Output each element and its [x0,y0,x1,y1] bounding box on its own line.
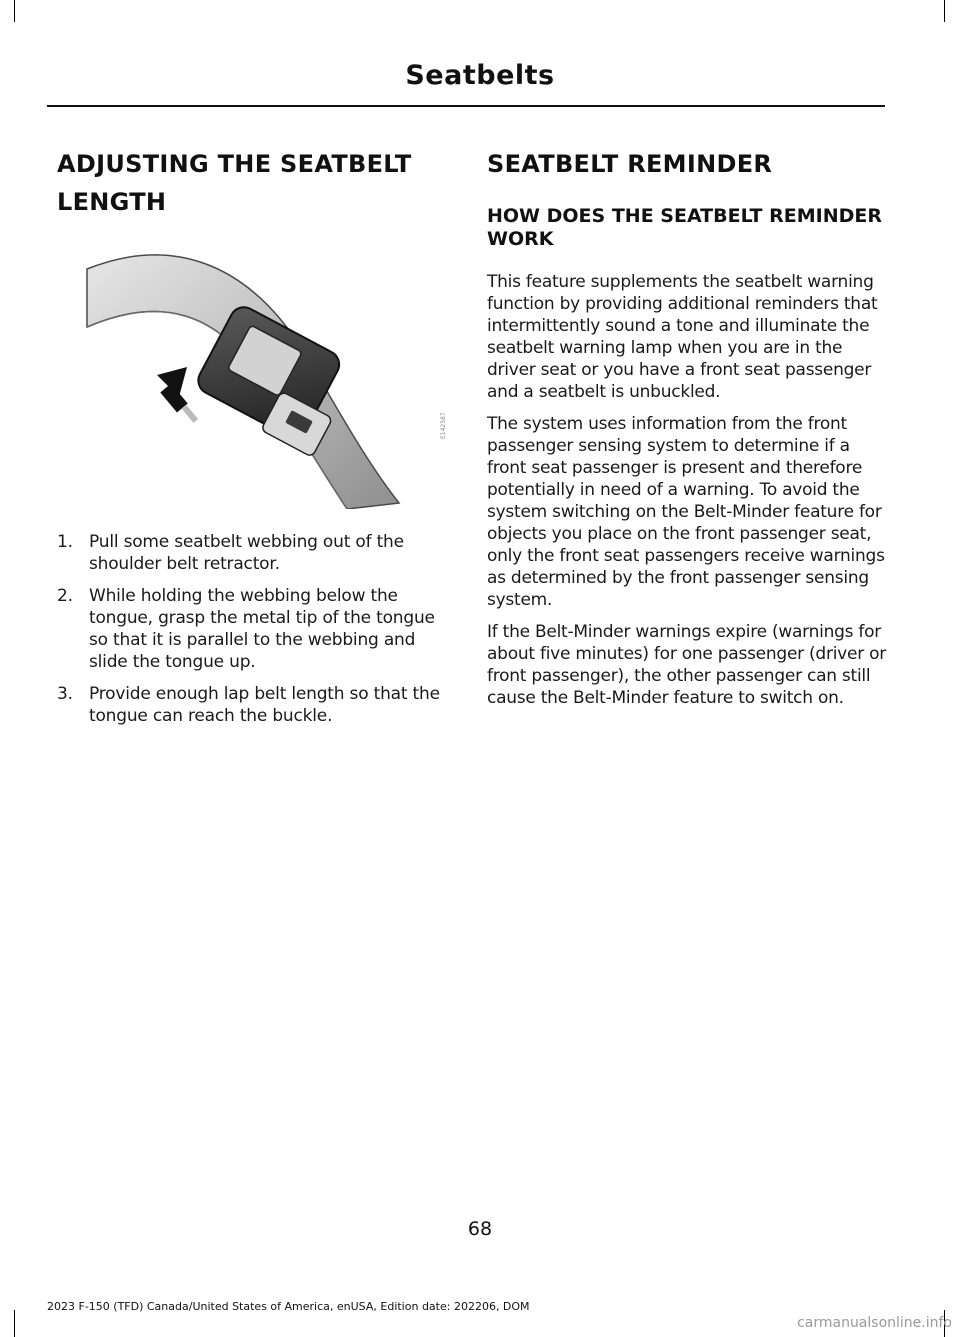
crop-mark-bottom-left-v [14,1310,15,1337]
step-number: 2. [57,586,73,606]
seatbelt-tongue-illustration [57,227,417,509]
step-text: Pull some seatbelt webbing out of the shoulder belt retractor. [89,532,404,574]
section-heading-reminder: SEATBELT REMINDER [487,150,773,178]
heading-line-1: ADJUSTING THE SEATBELT [57,150,412,178]
left-column [57,145,452,737]
figure-code: E142587 [440,412,447,439]
page-title: Seatbelts [405,60,555,91]
up-arrow-icon [157,367,198,423]
seatbelt-tongue-figure [57,227,452,509]
list-item [57,585,452,673]
subsection-heading: HOW DOES THE SEATBELT REMINDER WORK [487,205,883,250]
step-text: While holding the webbing below the tongue, grasp the metal tip of the tongue so that it is parallel to the webbing and slide the tongue up. [89,586,435,672]
list-item [57,531,452,575]
header-divider [47,105,885,107]
crop-mark-top-right-v [944,0,945,22]
page-number: 68 [467,1218,493,1240]
paragraph: The system uses information from the front passenger sensing system to determine if a front seat passenger is present and therefore potentially in need of a warning. To avoid the system switching on the Belt-Minder feature for objects you place on the front passenger seat, only the front seat passengers receive warnings as determined by the front passenger sensing system. [487,414,885,610]
steps-list [57,531,452,727]
heading-line-2: LENGTH [57,188,167,216]
paragraph: If the Belt-Minder warnings expire (warnings for about five minutes) for one passenger (driver or front passenger), the other passenger can still cause the Belt-Minder feature to switch on. [487,622,886,708]
right-column [487,145,887,719]
step-text: Provide enough lap belt length so that the tongue can reach the buckle. [89,684,440,726]
crop-mark-top-left-v [14,0,15,22]
step-number: 1. [57,532,73,552]
step-number: 3. [57,684,73,704]
watermark: carmanualsonline.info [797,1315,952,1331]
paragraph: This feature supplements the seatbelt warning function by providing additional reminders that intermittently sound a tone and illuminate the seatbelt warning lamp when you are in the driver seat or you have a front seat passenger and a seatbelt is unbuckled. [487,272,878,402]
section-heading-adjusting [57,145,452,221]
list-item [57,683,452,727]
edition-footer: 2023 F-150 (TFD) Canada/United States of America, enUSA, Edition date: 202206, DOM [47,1300,530,1313]
